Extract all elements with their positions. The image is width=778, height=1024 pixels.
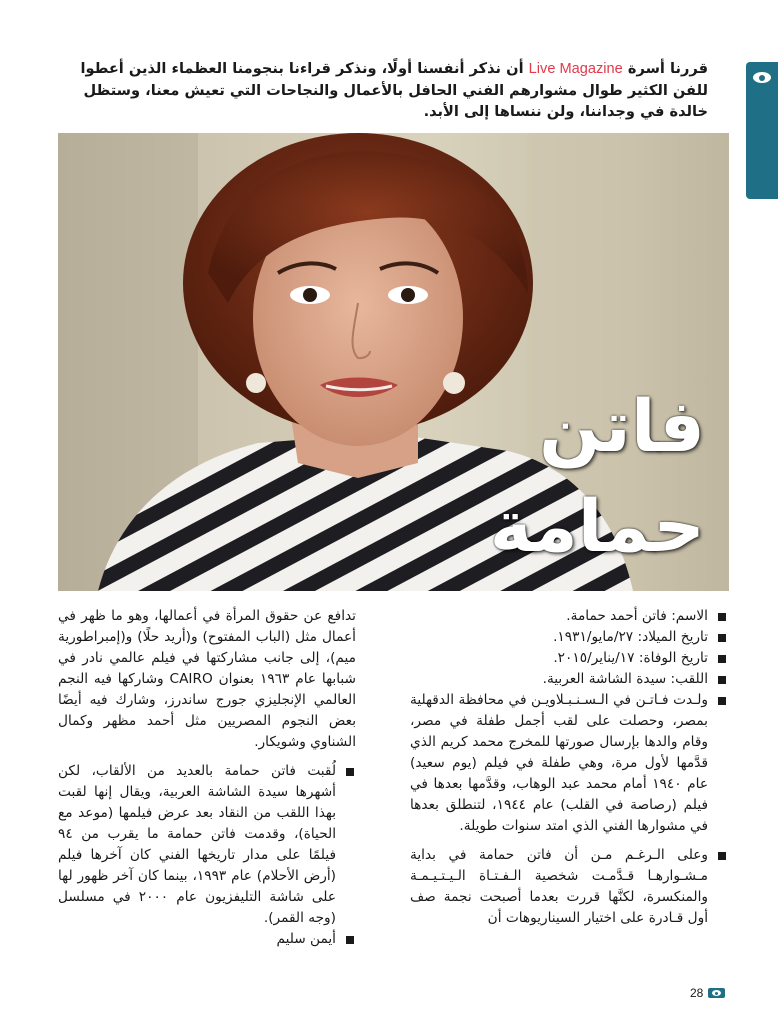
bullet-square — [718, 852, 726, 860]
page-number: 28 — [690, 986, 704, 1000]
intro-part2: أن نذكر أنفسنا أولًا، ونذكر قراءنا بنجومنا العظماء الذين أعطوا للفن الكثير طوال مشوارهم الفني الحافل بالأعمال والنجاحات التي تعيش معنا، وستظل خالدة في وجداننا، ولن ننساها إلى الأبد. — [80, 60, 708, 120]
section-tab — [746, 62, 778, 233]
magazine-brand: Live Magazine — [528, 61, 623, 77]
author-name: أيمن سليم — [276, 931, 336, 947]
bullet-square — [346, 768, 354, 776]
list-item-text: تاريخ الوفاة: ١٧/يناير/٢٠١٥. — [553, 650, 708, 666]
list-item — [410, 669, 728, 690]
section-tab-label: C.V. — [755, 209, 769, 233]
list-item — [410, 606, 728, 627]
list-item — [58, 761, 356, 929]
title-first-name: فاتن — [538, 384, 705, 468]
hero-photo — [58, 133, 729, 591]
title-last-name: حمامة — [489, 484, 705, 568]
bullet-square — [718, 634, 726, 642]
list-item-text: تاريخ الميلاد: ٢٧/مايو/١٩٣١. — [553, 629, 708, 645]
bullet-square — [718, 697, 726, 705]
left-column — [58, 606, 356, 950]
bullet-square — [718, 676, 726, 684]
right-column — [410, 606, 728, 929]
list-item — [410, 648, 728, 669]
author-line — [58, 929, 356, 950]
intro-part1: قررنا أسرة — [627, 60, 708, 77]
eye-icon — [708, 988, 725, 998]
intro-paragraph — [58, 58, 708, 122]
list-item-text: ولـدت فـاتـن في الـسـنـبـلاويـن في محافظة الدقهلية بمصر، وحصلت على لقب أجمل طفلة في مصر، وقام والدها بإرسال صورتها للمخرج محمد كريم الذي قدَّمها لأول مرة، وهي طفلة في فيلم (يوم سعيد) عام ١٩٤٠ أمام محمد عبد الوهاب، وقدَّمها بعدها في فيلم (رصاصة في القلب) عام ١٩٤٤، لتنطلق بعدها في مشوارها الفني الذي امتد سنوات طويلة. — [410, 692, 708, 834]
list-item-text: وعلى الـرغـم مـن أن فاتن حمامة في بداية مـشـوارهـا قـدَّمـت شخصية الـفـتـاة الـيـتـيـمـة والمنكسرة، لكنَّها قررت بعدما أصبحت نجمة صف أول قـادرة على اختيار السيناريوهات أن — [410, 847, 708, 926]
list-item — [410, 690, 728, 837]
continuation-paragraph: تدافع عن حقوق المرأة في أعمالها، وهو ما ظهر في أعمال مثل (الباب المفتوح) و(أريد حلًا) و(إمبراطورية ميم)، إلى جانب مشاركتها في فيلم عالمي نادر في شبابها عام ١٩٦٣ بعنوان CAIRO وشاركها فيه النجم العالمي الإنجليزي جورج ساندرز، وشارك فيه أيضًا بعض النجوم المصريين مثل أحمد مظهر وكمال الشناوي وشويكار. — [58, 608, 356, 750]
list-item — [410, 627, 728, 648]
bullet-square — [718, 613, 726, 621]
list-item-text: اللقب: سيدة الشاشة العربية. — [542, 671, 708, 687]
eye-icon — [753, 72, 771, 83]
section-tab-label-wrap — [746, 209, 778, 233]
list-item-text: الاسم: فاتن أحمد حمامة. — [566, 608, 708, 624]
list-item — [410, 845, 728, 929]
list-item-text: لُقبت فاتن حمامة بالعديد من الألقاب، لكن أشهرها سيدة الشاشة العربية، ويقال إنها لقبت بهذا اللقب من النقاد بعد عرض فيلمها (موعد مع الحياة)، وقدمت فاتن حمامة ما يقرب من ٩٤ فيلمًا على مدار تاريخها الفني كان آخرها فيلم (أرض الأحلام) عام ١٩٩٣، بينما كان آخر ظهور لها على شاشة التليفزيون عام ٢٠٠٠ في مسلسل (وجه القمر). — [58, 763, 336, 926]
bullet-square — [718, 655, 726, 663]
bullet-square — [346, 936, 354, 944]
